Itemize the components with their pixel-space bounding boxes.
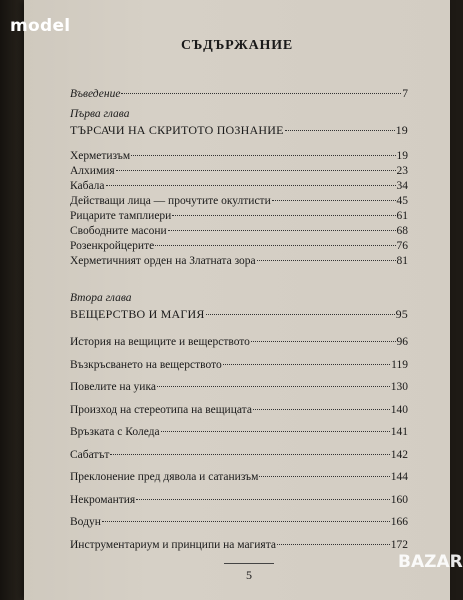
toc-entry-label: Въведение <box>70 88 121 100</box>
toc-entry-page: 166 <box>390 516 408 528</box>
toc-entry-label: Повелите на уика <box>70 381 156 393</box>
toc-entry-page: 160 <box>390 493 408 506</box>
toc-entry-label: Водун <box>70 516 101 528</box>
toc-entry-page: 45 <box>396 195 408 207</box>
toc-entry-page: 19 <box>395 123 408 137</box>
toc-entry-page: 76 <box>396 240 408 252</box>
toc-entry-label: Произход на стереотипа на вещицата <box>70 403 252 416</box>
toc-entry-label: Сабатът <box>70 448 110 461</box>
toc-entry-page: 172 <box>390 538 408 551</box>
toc-entry <box>70 539 408 554</box>
toc-entry-page: 140 <box>390 403 408 416</box>
toc-entry-page: 144 <box>390 471 408 483</box>
toc-entry-label: Некромантия <box>70 493 136 506</box>
toc-entry <box>70 516 408 531</box>
toc-entry-page: 7 <box>402 88 408 100</box>
toc-entry-label: Инструментариум и принципи на магията <box>70 538 276 551</box>
toc-entry-page: 23 <box>396 165 408 177</box>
toc-entry-page: 142 <box>390 448 408 461</box>
leader-dots <box>251 341 396 342</box>
toc-entry <box>70 426 408 441</box>
leader-dots <box>116 170 396 171</box>
toc-entry-page: 95 <box>395 307 408 321</box>
chapter-two-heading <box>70 307 408 322</box>
toc-entry <box>70 195 408 210</box>
toc-entry <box>70 404 408 419</box>
leader-dots <box>121 93 401 94</box>
watermark: model <box>10 16 71 36</box>
toc-entry-label: Кабала <box>70 180 105 192</box>
leader-dots <box>206 314 395 315</box>
toc-entry-page: 19 <box>396 150 408 162</box>
toc-entry-page: 130 <box>390 381 408 393</box>
toc-entry-label: Връзката с Коледа <box>70 426 160 438</box>
toc-entry-label: Алхимия <box>70 165 115 177</box>
toc-entry-label: Рицарите тамплиери <box>70 210 172 222</box>
toc-entry-label: История на вещиците и вещерството <box>70 336 250 348</box>
toc-entry-page: 81 <box>396 255 408 267</box>
toc-entry <box>70 210 408 225</box>
chapter-one-heading <box>70 123 408 138</box>
toc-entry <box>70 225 408 240</box>
leader-dots <box>172 215 395 216</box>
toc-entry <box>70 240 408 255</box>
toc-entry <box>70 336 408 351</box>
toc-entry-intro <box>70 88 408 103</box>
toc-entry-label: Възкръсването на вещерството <box>70 358 222 371</box>
bazar-logo <box>398 552 463 572</box>
toc-entry-page: 119 <box>391 358 408 371</box>
leader-dots <box>110 454 389 455</box>
chapter-heading-text: ТЪРСАЧИ НА СКРИТОТО ПОЗНАНИЕ <box>70 123 284 137</box>
toc-entry <box>70 359 408 374</box>
toc-entry-label: Херметизъм <box>70 150 131 162</box>
leader-dots <box>161 431 390 432</box>
leader-dots <box>157 386 390 387</box>
toc-entry <box>70 180 408 195</box>
toc-entry <box>70 165 408 180</box>
leader-dots <box>131 155 395 156</box>
bazar-logo-text: BAZAR <box>398 552 463 572</box>
toc-entry <box>70 150 408 165</box>
leader-dots <box>106 185 396 186</box>
leader-dots <box>285 130 395 131</box>
toc-entry-page: 61 <box>396 210 408 222</box>
toc-entry-page: 68 <box>396 225 408 237</box>
toc-entry <box>70 255 408 270</box>
leader-dots <box>253 409 390 410</box>
leader-dots <box>136 499 390 500</box>
toc-entry-page: 141 <box>390 426 408 438</box>
toc-entry-label: Действащи лица — прочутите окултисти <box>70 195 271 207</box>
toc-entry-label: Преклонение пред дявола и сатанизъм <box>70 471 259 483</box>
page-title: СЪДЪРЖАНИЕ <box>180 38 294 53</box>
toc-entry <box>70 449 408 464</box>
page-number: 5 <box>246 568 252 582</box>
toc-entry-label: Розенкройцерите <box>70 240 155 252</box>
leader-dots <box>102 521 390 522</box>
chapter-one-label: Първа глава <box>70 108 130 120</box>
toc-entry-page: 34 <box>396 180 408 192</box>
leader-dots <box>277 544 390 545</box>
book-page <box>24 0 463 600</box>
leader-dots <box>155 245 395 246</box>
leader-dots <box>168 230 396 231</box>
toc-entry-label: Херметичният орден на Златната зора <box>70 255 256 267</box>
toc-entry-label: Свободните масони <box>70 225 167 237</box>
toc-entry <box>70 494 408 509</box>
toc-entry <box>70 381 408 396</box>
footer-rule <box>224 563 274 564</box>
toc-entry <box>70 471 408 486</box>
chapter-two-label: Втора глава <box>70 292 132 304</box>
book-spine-shadow <box>0 0 24 600</box>
leader-dots <box>272 200 396 201</box>
leader-dots <box>223 364 390 365</box>
leader-dots <box>259 476 389 477</box>
leader-dots <box>257 260 396 261</box>
toc-entry-page: 96 <box>396 336 408 348</box>
chapter-heading-text: ВЕЩЕРСТВО И МАГИЯ <box>70 307 205 321</box>
